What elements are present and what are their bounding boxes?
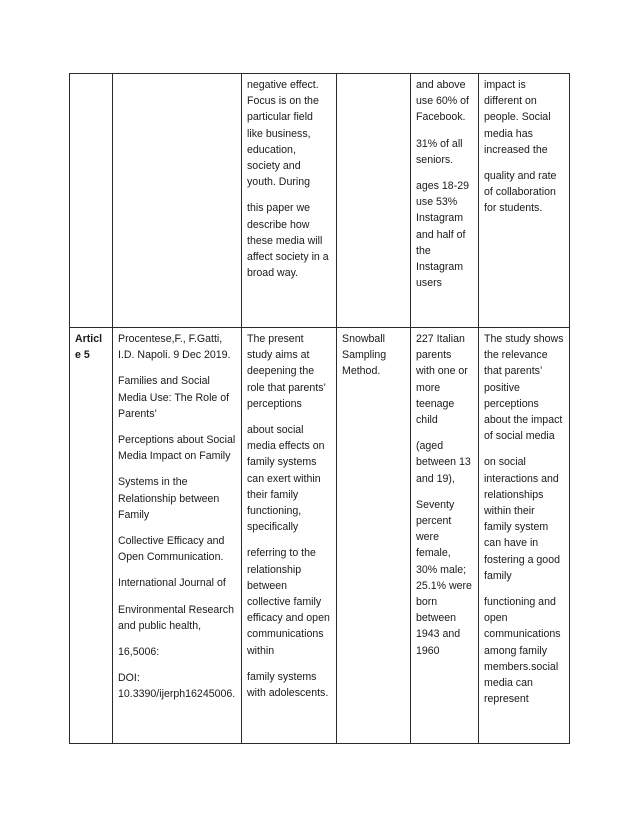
findings-cell [479,74,570,328]
cell-paragraph: DOI: 10.3390/ijerph16245006. [118,672,236,701]
cell-paragraph: quality and rate of collaboration for students. [484,170,557,215]
cell-paragraph: Environmental Research and public health, [118,603,234,632]
cell-paragraph: functioning and open communications among family members.social media can represent [484,596,561,706]
article-label: Article 5 [75,333,103,362]
cell-paragraph: The present study aims at deepening the role that parents’ perceptions [247,333,326,410]
method-cell [337,328,411,744]
cell-paragraph: and above use 60% of Facebook. [416,79,470,124]
cell-paragraph: this paper we describe how these media will affect society in a broad way. [247,202,329,280]
cell-paragraph: Families and Social Media Use: The Role of Parents’ [118,375,230,420]
sample-cell [411,328,479,744]
cell-paragraph: ages 18-29 use 53% Instagram and half of the Instagram users [416,180,470,290]
cell-paragraph: Systems in the Relationship between Family [118,476,220,521]
cell-paragraph: impact is different on people. Social media has increased the [484,79,551,156]
table-row [70,74,570,328]
sample-cell [411,74,479,328]
findings-cell [479,328,570,744]
article-cell [70,328,113,744]
cell-paragraph: International Journal of [118,577,226,590]
method-cell [337,74,411,328]
cell-paragraph: Perceptions about Social Media Impact on Family [118,434,236,463]
reference-cell [113,328,242,744]
cell-paragraph: on social interactions and relationships within their family system can have in fostering a good family [484,456,560,582]
literature-review-table [69,73,570,744]
reference-cell [113,74,242,328]
cell-paragraph: referring to the relationship between collective family efficacy and open communications within [247,547,330,657]
cell-paragraph: negative effect. Focus is on the particular field like business, education, society and youth. During [247,79,319,189]
table-row [70,328,570,744]
aim-cell [242,74,337,328]
cell-paragraph: (aged between 13 and 19), [416,440,471,485]
article-cell [70,74,113,328]
cell-paragraph: Collective Efficacy and Open Communication. [118,535,225,564]
cell-paragraph: 31% of all seniors. [416,137,463,166]
aim-cell [242,328,337,744]
cell-paragraph: Procentese,F., F.Gatti, I.D. Napoli. 9 Dec 2019. [118,333,231,362]
cell-paragraph: 227 Italian parents with one or more teenage child [416,333,468,427]
cell-paragraph: about social media effects on family systems can exert within their family functioning, specifically [247,424,325,534]
cell-paragraph: The study shows the relevance that parents’ positive perceptions about the impact of social media [484,333,564,443]
cell-paragraph: Seventy percent were female, 30% male; 25.1% were born between 1943 and 1960 [416,498,472,657]
cell-paragraph: 16,5006: [118,646,160,659]
cell-paragraph: Snowball Sampling Method. [342,333,387,378]
cell-paragraph: family systems with adolescents. [247,670,329,700]
